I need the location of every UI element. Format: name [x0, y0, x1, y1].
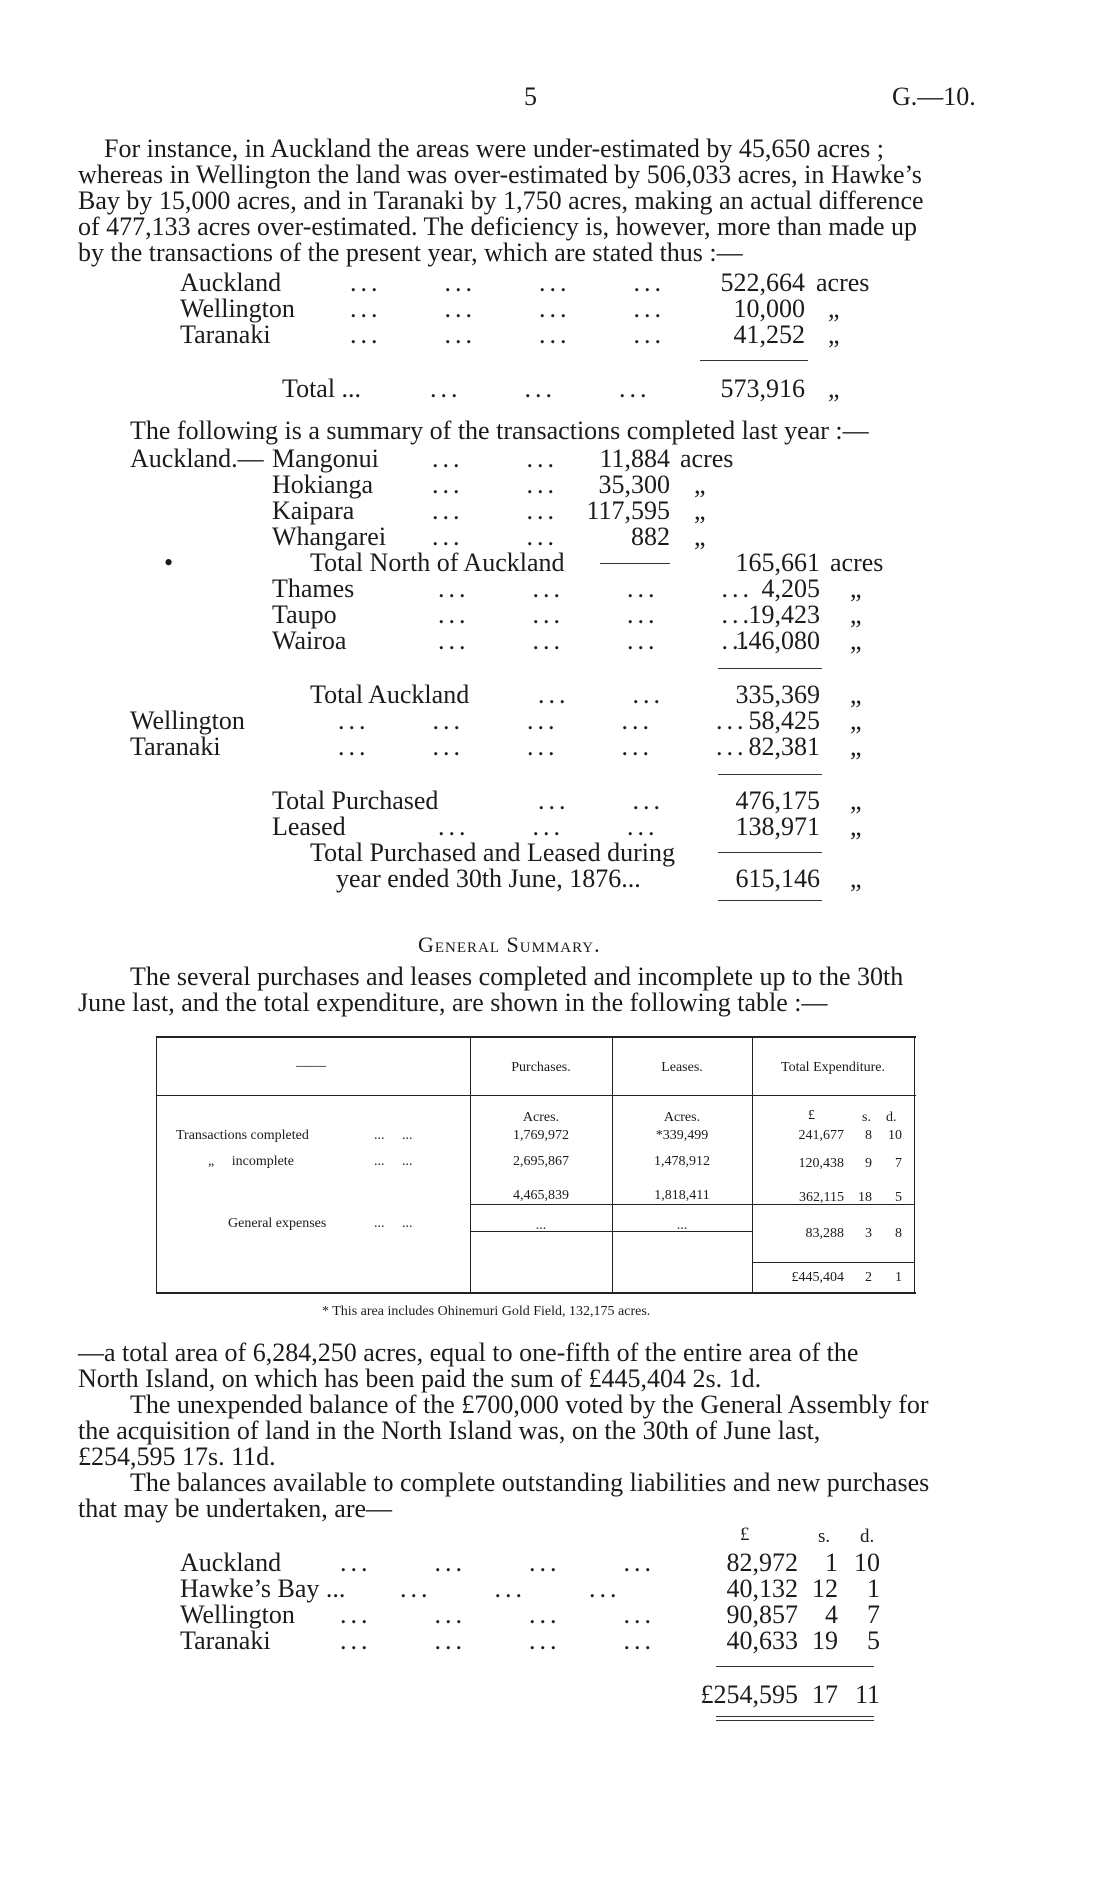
cell-pence: 7 — [895, 1156, 902, 1171]
rule — [716, 1716, 874, 1717]
cell-shillings: 8 — [865, 1128, 872, 1143]
leased-unit: „ — [850, 812, 862, 841]
district-value: 117,595 — [586, 496, 670, 525]
list-item-unit: „ — [828, 320, 840, 349]
cell-shillings: 9 — [865, 1156, 872, 1171]
column-header: Total Expenditure. — [781, 1060, 885, 1075]
rule — [716, 1720, 874, 1721]
general-summary-line: June last, and the total expenditure, are shown in the following table :— — [78, 988, 828, 1017]
rule — [718, 900, 822, 901]
district-name: Kaipara — [272, 496, 355, 525]
list-item-value: 522,664 — [720, 268, 805, 297]
unit-label: Acres. — [663, 1110, 701, 1125]
grand-total-label: year ended 30th June, 1876... — [336, 864, 641, 893]
leader-dots: ... ... — [432, 496, 558, 525]
summary-intro: The following is a summary of the transactions completed last year :— — [130, 416, 869, 445]
leader-dots: ... ... ... ... — [350, 320, 665, 349]
list-item-unit: acres — [816, 268, 870, 297]
balance-name: Wellington — [180, 1600, 295, 1629]
list-item-value: 10,000 — [733, 294, 805, 323]
closing-line: that may be undertaken, are— — [78, 1494, 393, 1523]
district-unit: „ — [694, 470, 706, 499]
district-name: Taupo — [272, 600, 337, 629]
district-name: Thames — [272, 574, 355, 603]
leader-dots: ... ... ... — [400, 1574, 621, 1603]
leader-dots: ... ... ... ... — [340, 1626, 655, 1655]
district-unit: „ — [850, 600, 862, 629]
total-unit: „ — [828, 374, 840, 403]
total-value: 573,916 — [720, 374, 805, 403]
cell-pence: 1 — [895, 1270, 902, 1285]
leader-dots: ... ... ... — [430, 374, 651, 403]
cell-leases: 1,478,912 — [654, 1154, 710, 1169]
closing-line: the acquisition of land in the North Island was, on the 30th of June last, — [78, 1416, 821, 1445]
document-reference: G.—10. — [892, 82, 976, 111]
general-summary-line: The several purchases and leases completed and incomplete up to the 30th — [130, 962, 904, 991]
unit-label: £ — [808, 1108, 815, 1123]
district-unit: acres — [680, 444, 734, 473]
intro-line: by the transactions of the present year, which are stated thus :— — [78, 238, 743, 267]
grand-total-label: Total Purchased and Leased during — [310, 838, 675, 867]
rule — [600, 563, 670, 564]
grand-total-value: 615,146 — [735, 864, 820, 893]
table-footnote: * This area includes Ohinemuri Gold Field, 132,175 acres. — [322, 1304, 651, 1319]
total-auckland-value: 335,369 — [735, 680, 820, 709]
province-name: Wellington — [130, 706, 245, 735]
intro-line: Bay by 15,000 acres, and in Taranaki by 1,750 acres, making an actual difference — [78, 186, 924, 215]
province-unit: „ — [850, 732, 862, 761]
leader-dots: ... ... — [432, 522, 558, 551]
balance-shillings: 19 — [812, 1626, 838, 1655]
cell-shillings: 18 — [858, 1190, 872, 1205]
balance-name: Taranaki — [180, 1626, 271, 1655]
cell-purchases: 2,695,867 — [513, 1154, 569, 1169]
leader-dots: ... ... — [538, 680, 664, 709]
bullet-mark: • — [164, 548, 174, 577]
balance-pence: 7 — [867, 1600, 880, 1629]
leased-value: 138,971 — [735, 812, 820, 841]
rule — [718, 852, 822, 853]
row-label: General expenses — [228, 1216, 327, 1231]
closing-line: £254,595 17s. 11d. — [78, 1442, 276, 1471]
cell-pounds: 241,677 — [798, 1128, 844, 1143]
intro-line: whereas in Wellington the land was over-estimated by 506,033 acres, in Hawke’s — [78, 160, 922, 189]
balance-shillings: 1 — [825, 1548, 838, 1577]
leader-dots: ... ... ... ... — [340, 1600, 655, 1629]
cell-leases: 1,818,411 — [654, 1188, 710, 1203]
leader-dots: ... ... ... ... ... — [338, 706, 748, 735]
rule — [716, 1666, 874, 1667]
table-border — [914, 1036, 915, 1294]
leader-dots: ... ... — [432, 470, 558, 499]
cell-pence: 10 — [888, 1128, 902, 1143]
balance-pounds: 90,857 — [726, 1600, 798, 1629]
district-name: Wairoa — [272, 626, 347, 655]
leader-dots: ... ... ... ... — [438, 626, 753, 655]
balance-name: Hawke’s Bay ... — [180, 1574, 346, 1603]
page-number: 5 — [524, 82, 537, 111]
cell-pounds: 362,115 — [799, 1190, 844, 1205]
balance-pounds: 40,132 — [726, 1574, 798, 1603]
balance-name: Auckland — [180, 1548, 282, 1577]
province-unit: „ — [850, 706, 862, 735]
leader-dots: ... ... ... ... — [350, 294, 665, 323]
cell-pounds: 120,438 — [798, 1156, 844, 1171]
list-item-name: Wellington — [180, 294, 295, 323]
section-heading: General Summary. — [418, 932, 601, 957]
balance-pounds: 40,633 — [726, 1626, 798, 1655]
cell-leases: ... — [676, 1218, 688, 1233]
balance-pounds: 82,972 — [726, 1548, 798, 1577]
district-unit: „ — [850, 574, 862, 603]
unit-label: s. — [862, 1110, 871, 1125]
cell-purchases: 4,465,839 — [513, 1188, 569, 1203]
leader-dots: ... ... ... ... — [340, 1548, 655, 1577]
cell-shillings: 3 — [865, 1226, 872, 1241]
table-border — [156, 1036, 916, 1038]
total-label: Total ... — [282, 374, 362, 403]
list-item-value: 41,252 — [733, 320, 805, 349]
leased-label: Leased — [272, 812, 346, 841]
leader-dots: ... ... ... ... — [438, 574, 753, 603]
district-value: 11,884 — [599, 444, 670, 473]
district-name: Hokianga — [272, 470, 374, 499]
cell-pence: 8 — [895, 1226, 902, 1241]
leader-dots: ... ... ... — [438, 812, 659, 841]
table-border — [156, 1036, 157, 1294]
district-value: 146,080 — [735, 626, 820, 655]
leader-dots: ... ... — [374, 1128, 413, 1143]
cell-pounds: £445,404 — [791, 1270, 844, 1285]
balance-total-pence: 11 — [854, 1680, 880, 1709]
table-border — [156, 1292, 916, 1294]
district-value: 882 — [631, 522, 670, 551]
cell-shillings: 2 — [865, 1270, 872, 1285]
intro-line: For instance, in Auckland the areas were under-estimated by 45,650 acres ; — [104, 134, 884, 163]
balance-shillings: 4 — [825, 1600, 838, 1629]
cell-pence: 5 — [895, 1190, 902, 1205]
rule — [718, 668, 822, 669]
closing-line: The unexpended balance of the £700,000 voted by the General Assembly for — [130, 1390, 929, 1419]
total-north-value: 165,661 — [735, 548, 820, 577]
column-header: Leases. — [661, 1060, 703, 1075]
row-label: „ incomplete — [208, 1154, 294, 1169]
balance-total-pounds: £254,595 — [700, 1680, 798, 1709]
row-label: Transactions completed — [176, 1128, 309, 1143]
leader-dots: ... ... ... ... — [350, 268, 665, 297]
cell-purchases: 1,769,972 — [513, 1128, 569, 1143]
balance-shillings: 12 — [812, 1574, 838, 1603]
unit-label: Acres. — [522, 1110, 560, 1125]
leader-dots: ... ... — [374, 1216, 413, 1231]
balance-pence: 5 — [867, 1626, 880, 1655]
district-name: Whangarei — [272, 522, 387, 551]
district-unit: „ — [694, 522, 706, 551]
leader-dots: ... ... — [374, 1154, 413, 1169]
list-item-unit: „ — [828, 294, 840, 323]
table-border — [156, 1095, 916, 1096]
cell-purchases: ... — [535, 1218, 547, 1233]
unit-label: d. — [886, 1110, 897, 1125]
balance-pence: 1 — [867, 1574, 880, 1603]
leader-dots: ... ... — [432, 444, 558, 473]
leader-dots: ... ... — [538, 786, 664, 815]
grand-total-unit: „ — [850, 864, 862, 893]
total-north-label: Total North of Auckland — [310, 548, 565, 577]
province-value: 58,425 — [748, 706, 820, 735]
leader-dots: ... ... ... ... — [438, 600, 753, 629]
table-rule — [471, 1204, 915, 1205]
total-purchased-unit: „ — [850, 786, 862, 815]
closing-line: North Island, on which has been paid the sum of £445,404 2s. 1d. — [78, 1364, 762, 1393]
rule — [700, 360, 808, 361]
list-item-name: Auckland — [180, 268, 282, 297]
column-header: Purchases. — [511, 1060, 571, 1075]
rule — [718, 774, 822, 775]
total-purchased-label: Total Purchased — [272, 786, 439, 815]
auckland-label: Auckland.— — [130, 444, 264, 473]
district-value: 4,205 — [761, 574, 820, 603]
province-name: Taranaki — [130, 732, 221, 761]
cell-leases: *339,499 — [655, 1128, 709, 1143]
unit-label: d. — [860, 1526, 875, 1547]
total-purchased-value: 476,175 — [735, 786, 820, 815]
district-unit: „ — [850, 626, 862, 655]
unit-label: s. — [818, 1526, 831, 1547]
column-header: —— — [296, 1058, 326, 1074]
district-name: Mangonui — [272, 444, 379, 473]
list-item-name: Taranaki — [180, 320, 271, 349]
balance-total-shillings: 17 — [812, 1680, 838, 1709]
cell-pounds: 83,288 — [805, 1226, 844, 1241]
district-unit: „ — [694, 496, 706, 525]
leader-dots: ... ... ... ... ... — [338, 732, 748, 761]
balance-pence: 10 — [854, 1548, 880, 1577]
district-value: 35,300 — [598, 470, 670, 499]
total-north-unit: acres — [830, 548, 884, 577]
closing-line: The balances available to complete outstanding liabilities and new purchases — [130, 1468, 930, 1497]
district-value: 19,423 — [748, 600, 820, 629]
total-auckland-label: Total Auckland — [310, 680, 470, 709]
closing-line: —a total area of 6,284,250 acres, equal to one-fifth of the entire area of the — [78, 1338, 859, 1367]
province-value: 82,381 — [748, 732, 820, 761]
intro-line: of 477,133 acres over-estimated. The deficiency is, however, more than made up — [78, 212, 918, 241]
total-auckland-unit: „ — [850, 680, 862, 709]
table-rule — [753, 1262, 914, 1263]
unit-label: £ — [740, 1524, 750, 1545]
